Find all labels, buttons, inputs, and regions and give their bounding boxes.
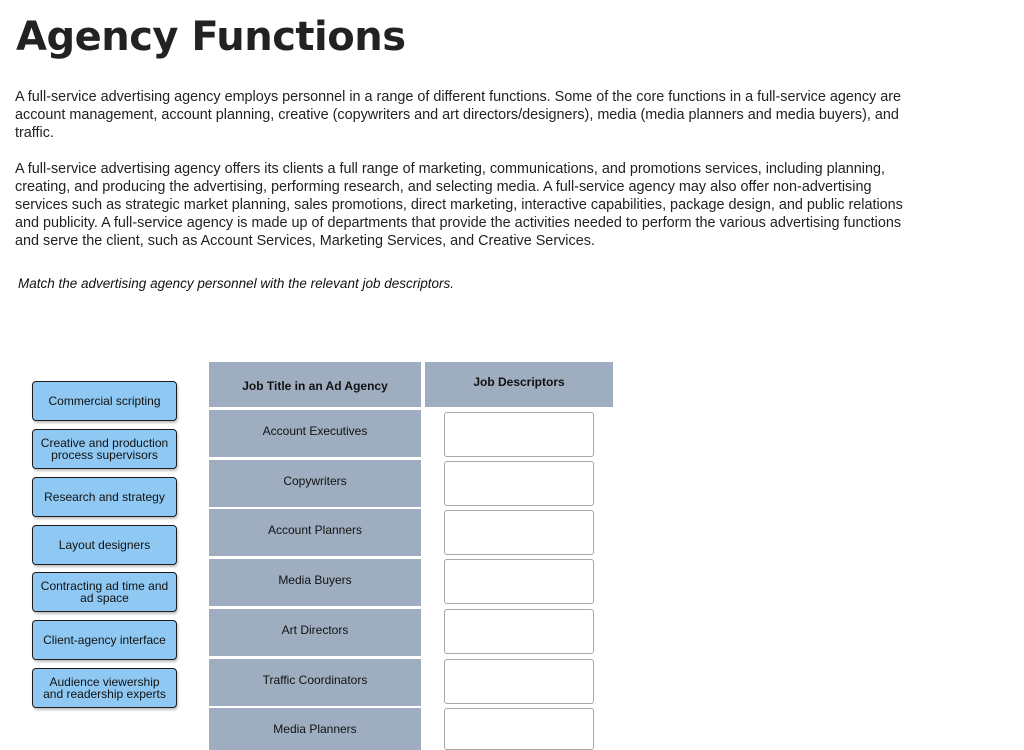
drop-zone-account-executives[interactable] [444, 412, 594, 457]
option-research-strategy[interactable]: Research and strategy [32, 477, 177, 517]
page-title: Agency Functions [16, 14, 406, 60]
intro-paragraph-1: A full-service advertising agency employs personnel in a range of different functions. Some of the core functions in a full-service agency are account management, account planning, creative (copywriters and art directors/designers), media (media planners and media buyers), and traffic. [15, 89, 902, 141]
row-title-media-planners: Media Planners [209, 708, 421, 750]
option-layout-designers[interactable]: Layout designers [32, 525, 177, 565]
drop-zone-media-buyers[interactable] [444, 559, 594, 604]
row-title-art-directors: Art Directors [209, 609, 421, 656]
header-job-title: Job Title in an Ad Agency [209, 362, 421, 407]
drop-zone-account-planners[interactable] [444, 510, 594, 555]
drop-zone-copywriters[interactable] [444, 461, 594, 506]
option-contracting-ad-time[interactable]: Contracting ad time and ad space [32, 572, 177, 612]
drop-zone-art-directors[interactable] [444, 609, 594, 654]
option-commercial-scripting[interactable]: Commercial scripting [32, 381, 177, 421]
option-creative-production-supervisors[interactable]: Creative and production process supervisors [32, 429, 177, 469]
row-title-account-planners: Account Planners [209, 509, 421, 556]
row-title-account-executives: Account Executives [209, 410, 421, 457]
header-job-descriptors: Job Descriptors [425, 362, 613, 407]
row-title-traffic-coordinators: Traffic Coordinators [209, 659, 421, 706]
drop-zone-traffic-coordinators[interactable] [444, 659, 594, 704]
option-client-agency-interface[interactable]: Client-agency interface [32, 620, 177, 660]
option-audience-experts[interactable]: Audience viewership and readership experts [32, 668, 177, 708]
row-title-copywriters: Copywriters [209, 460, 421, 507]
drop-zone-media-planners[interactable] [444, 708, 594, 750]
intro-paragraph-2: A full-service advertising agency offers its clients a full range of marketing, communications, and promotions services, including planning, creating, and producing the advertising, performing research, and selecting media. A full-service agency may also offer non-advertising services such as strategic market planning, sales promotions, direct marketing, interactive capabilities, package design, and public relations and publicity. A full-service agency is made up of departments that provide the activities needed to perform the various advertising functions and serve the client, such as Account Services, Marketing Services, and Creative Services. [15, 161, 903, 249]
instruction-text: Match the advertising agency personnel with the relevant job descriptors. [18, 276, 454, 291]
row-title-media-buyers: Media Buyers [209, 559, 421, 606]
